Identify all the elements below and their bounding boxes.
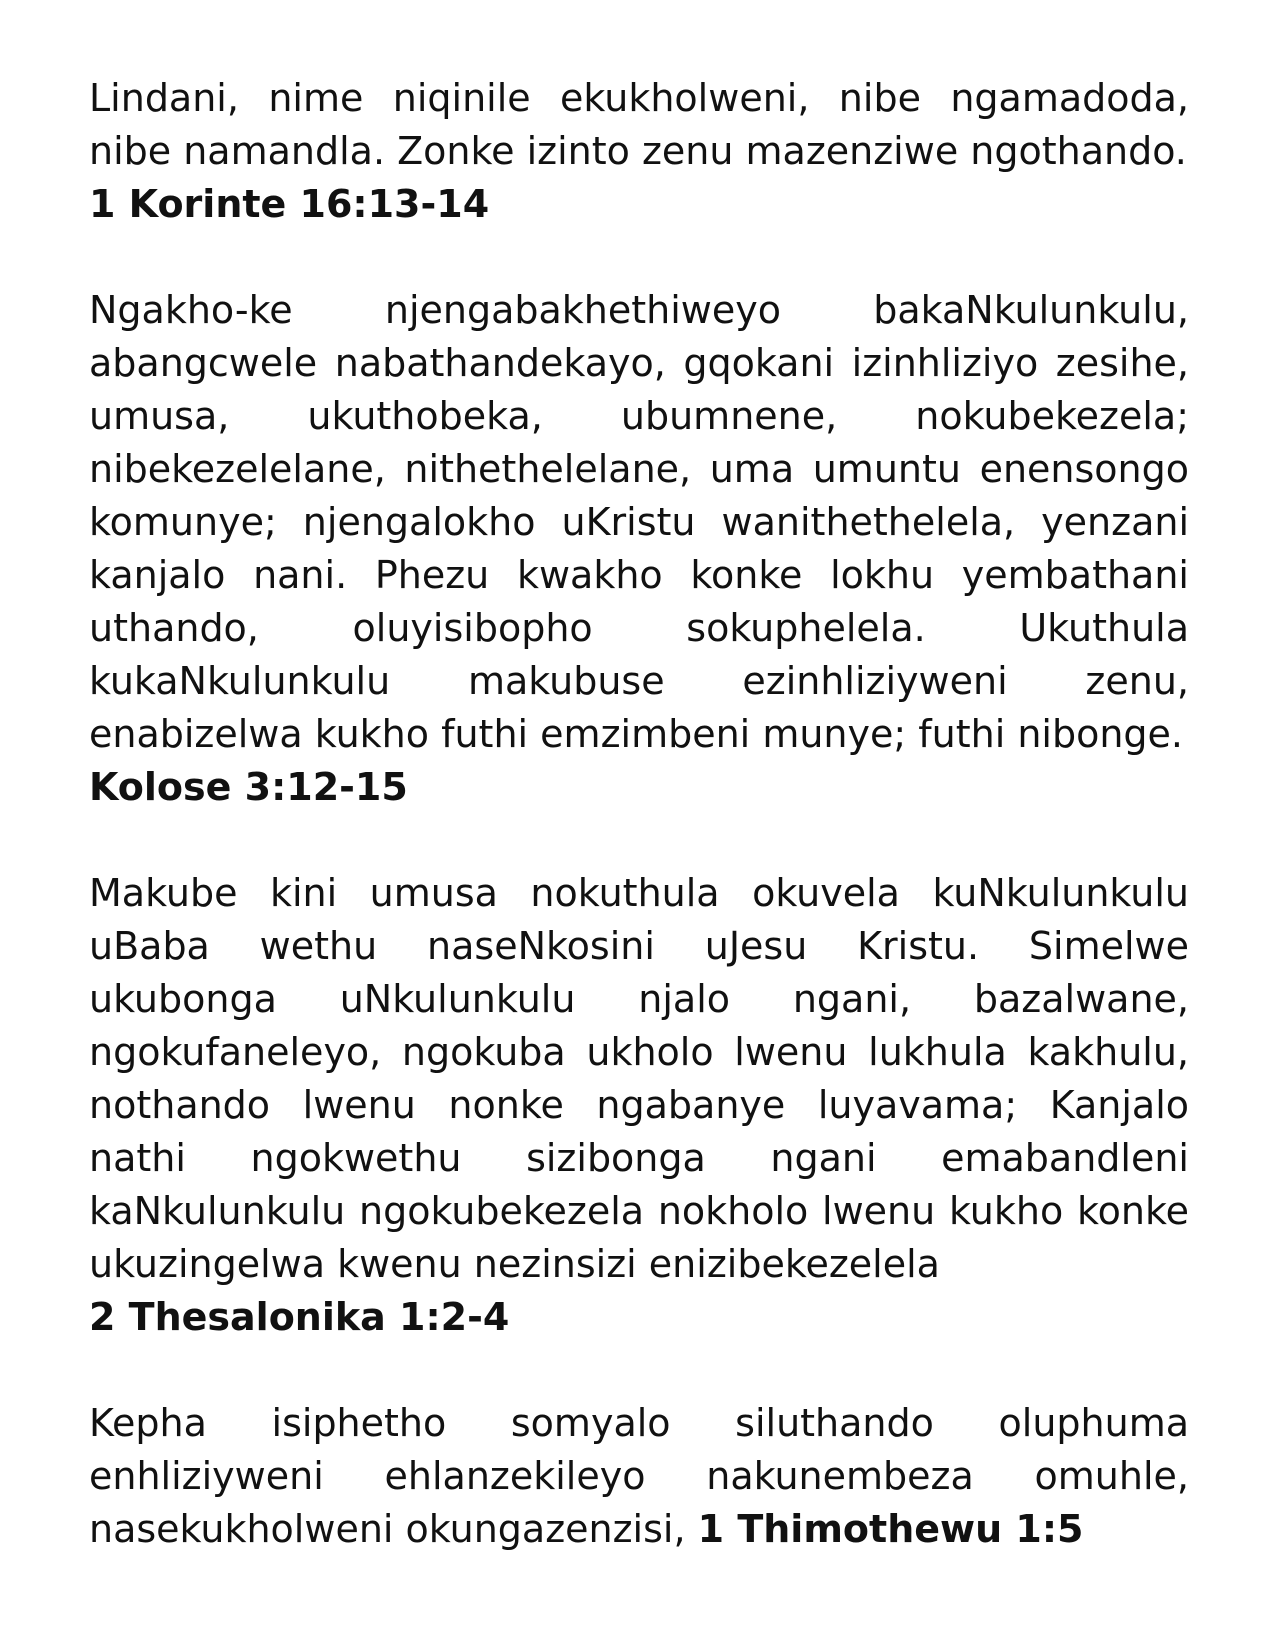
passage-3 <box>89 867 1189 1344</box>
passage-spacer <box>89 1344 1189 1397</box>
passage-3-text: Makube kini umusa nokuthula okuvela kuNkulunkulu uBaba wethu naseNkosini uJesu Kristu. Simelwe ukubonga uNkulunkulu njalo ngani, bazalwane, ngokufaneleyo, ngokuba ukholo lwenu lukhula kakhulu, nothando lwenu nonke ngabanye luyavama; Kanjalo nathi ngokwethu sizibonga ngani emabandleni kaNkulunkulu ngokubekezela nokholo lwenu kukho konke ukuzingelwa kwenu nezinsizi enizibekezelela <box>89 871 1189 1286</box>
passage-1-reference: 1 Korinte 16:13-14 <box>89 182 490 226</box>
passage-4-reference: 1 Thimothewu 1:5 <box>697 1507 1084 1551</box>
passage-2-reference: Kolose 3:12-15 <box>89 765 408 809</box>
passage-spacer <box>89 231 1189 284</box>
passage-4-text: Kepha isiphetho somyalo siluthando oluphuma enhliziyweni ehlanzekileyo nakunembeza omuhle, nasekukholweni okungazenzisi, <box>89 1401 1189 1551</box>
passage-3-reference: 2 Thesalonika 1:2-4 <box>89 1295 510 1339</box>
passage-1 <box>89 72 1189 231</box>
scripture-page <box>89 72 1189 1556</box>
passage-2-text: Ngakho-ke njengabakhethiweyo bakaNkulunkulu, abangcwele nabathandekayo, gqokani izinhliziyo zesihe, umusa, ukuthobeka, ubumnene, nokubekezela; nibekezelelane, nithethelelane, uma umuntu enensongo komunye; njengalokho uKristu wanithethelela, yenzani kanjalo nani. Phezu kwakho konke lokhu yembathani uthando, oluyisibopho sokuphelela. Ukuthula kukaNkulunkulu makubuse ezinhliziyweni zenu, enabizelwa kukho futhi emzimbeni munye; futhi nibonge. <box>89 288 1189 756</box>
passage-spacer <box>89 814 1189 867</box>
passage-1-text: Lindani, nime niqinile ekukholweni, nibe ngamadoda, nibe namandla. Zonke izinto zenu mazenziwe ngothando. <box>89 76 1189 173</box>
passage-2 <box>89 284 1189 814</box>
passage-4 <box>89 1397 1189 1556</box>
